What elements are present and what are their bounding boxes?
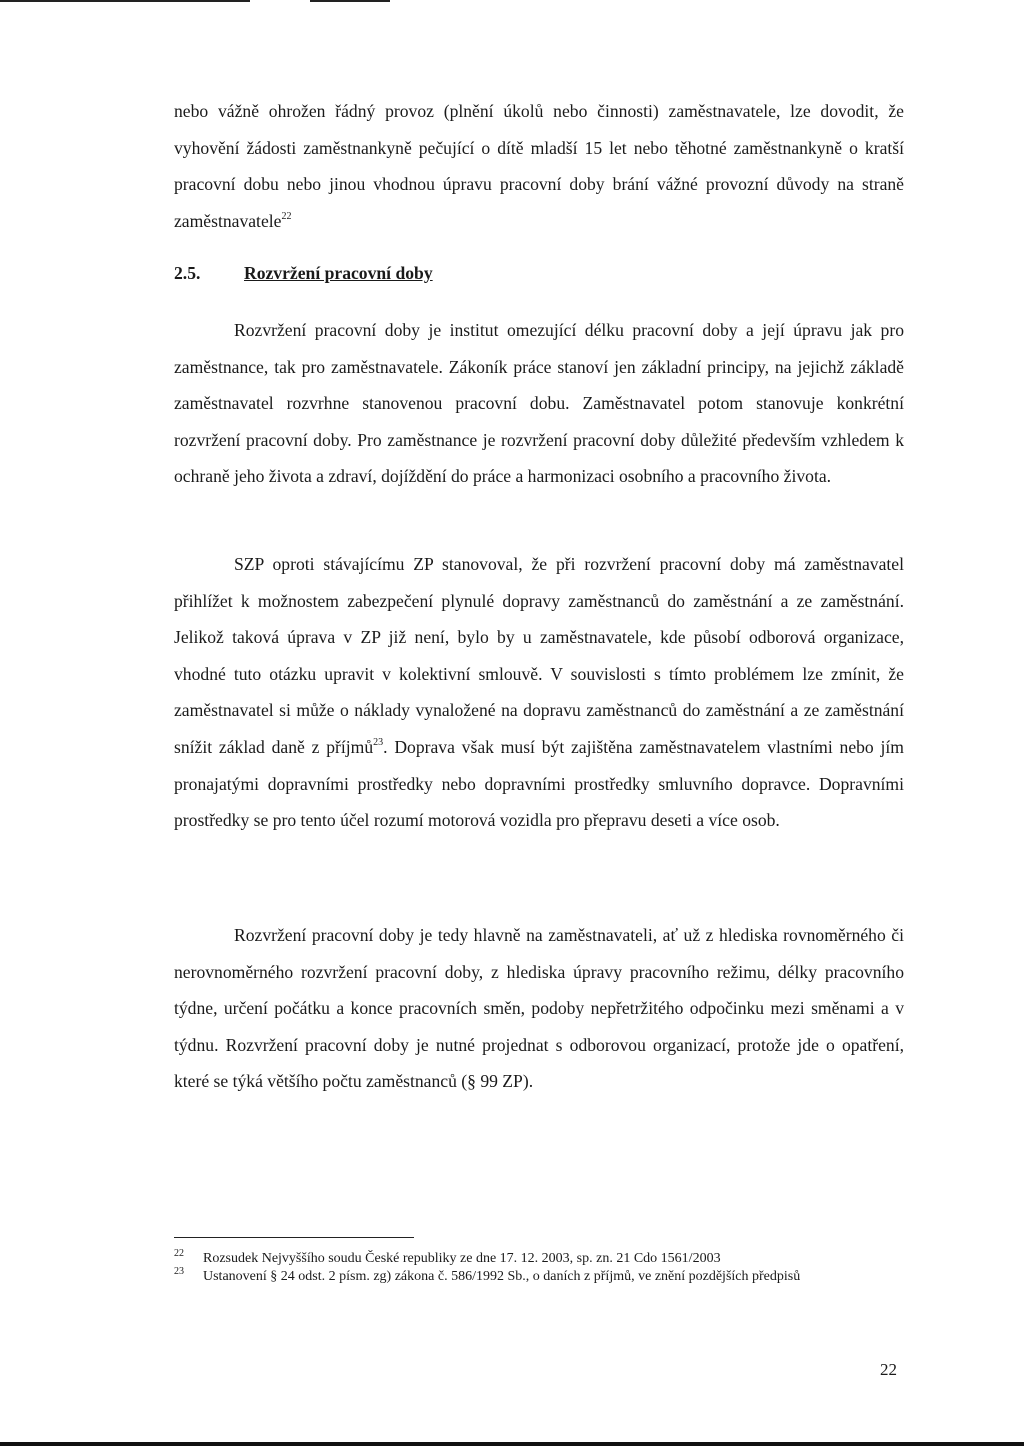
paragraph-text: . Doprava však musí být zajištěna zaměstnavatelem vlastními nebo jím pronajatými dopravními prostředky nebo dopravními prostředky smluvního dopravce. Dopravními prostředky se pro tento účel rozumí motorová vozidla pro přepravu deseti a více osob. [174,736,904,831]
section-heading [174,262,904,284]
paragraph-intro: Rozvržení pracovní doby je institut omezující délku pracovní doby a její úpravu jak pro zaměstnance, tak pro zaměstnavatele. Zákoník práce stanoví jen základní principy, na jejichž základě zaměstnavatel rozvrhne stanovenou pracovní dobu. Zaměstnavatel potom stanovuje konkrétní rozvržení pracovní doby. Pro zaměstnance je rozvržení pracovní doby důležité především vzhledem k ochraně jeho života a zdraví, dojíždění do práce a harmonizaci osobního a pracovního života. [174,320,904,487]
paragraph-szp [174,546,904,839]
footnote-item [174,1268,904,1286]
footnote-text: Ustanovení § 24 odst. 2 písm. zg) zákona č. 586/1992 Sb., o daních z příjmů, ve znění pozdějších předpisů [203,1269,801,1284]
scan-edge-top-left [0,0,250,2]
section-title: Rozvržení pracovní doby [244,263,433,283]
footnote-ref: 23 [373,736,384,748]
footnotes [174,1250,904,1286]
section-number: 2.5. [174,263,201,283]
paragraph-continuation [174,93,904,239]
footnote-ref: 22 [281,210,292,222]
footnote-text: Rozsudek Nejvyššího soudu České republiky ze dne 17. 12. 2003, sp. zn. 21 Cdo 1561/2003 [203,1251,721,1266]
scan-edge-top-mid [310,0,390,2]
footnote-mark: 22 [174,1248,184,1259]
footnote-mark: 23 [174,1266,184,1277]
scan-edge-bottom [0,1442,1024,1446]
paragraph-text: nebo vážně ohrožen řádný provoz (plnění úkolů nebo činnosti) zaměstnavatele, lze dovodit, že vyhovění žádosti zaměstnankyně pečující o dítě mladší 15 let nebo těhotné zaměstnankyně o kratší pracovní dobu nebo jinou vhodnou úpravu pracovní doby brání vážné provozní důvody na straně zaměstnavatele [174,101,904,231]
page-number: 22 [880,1360,897,1379]
footnote-item [174,1250,904,1268]
footnote-separator [174,1237,414,1238]
paragraph-text: SZP oproti stávajícímu ZP stanovoval, že při rozvržení pracovní doby má zaměstnavatel přihlížet k možnostem zabezpečení plynulé dopravy zaměstnanců do zaměstnání a ze zaměstnání. Jelikož taková úprava v ZP již není, bylo by u zaměstnavatele, kde působí odborová organizace, vhodné tuto otázku upravit v kolektivní smlouvě. V souvislosti s tímto problémem lze zmínit, že zaměstnavatel si může o náklady vynaložené na dopravu zaměstnanců do zaměstnání a ze zaměstnání snížit základ daně z příjmů [174,554,904,757]
paragraph-summary: Rozvržení pracovní doby je tedy hlavně na zaměstnavateli, ať už z hlediska rovnoměrného či nerovnoměrného rozvržení pracovní doby, z hlediska úpravy pracovního režimu, délky pracovního týdne, určení počátku a konce pracovních směn, podoby nepřetržitého odpočinku mezi směnami a v týdnu. Rozvržení pracovní doby je nutné projednat s odborovou organizací, protože jde o opatření, které se týká většího počtu zaměstnanců (§ 99 ZP). [174,925,904,1092]
